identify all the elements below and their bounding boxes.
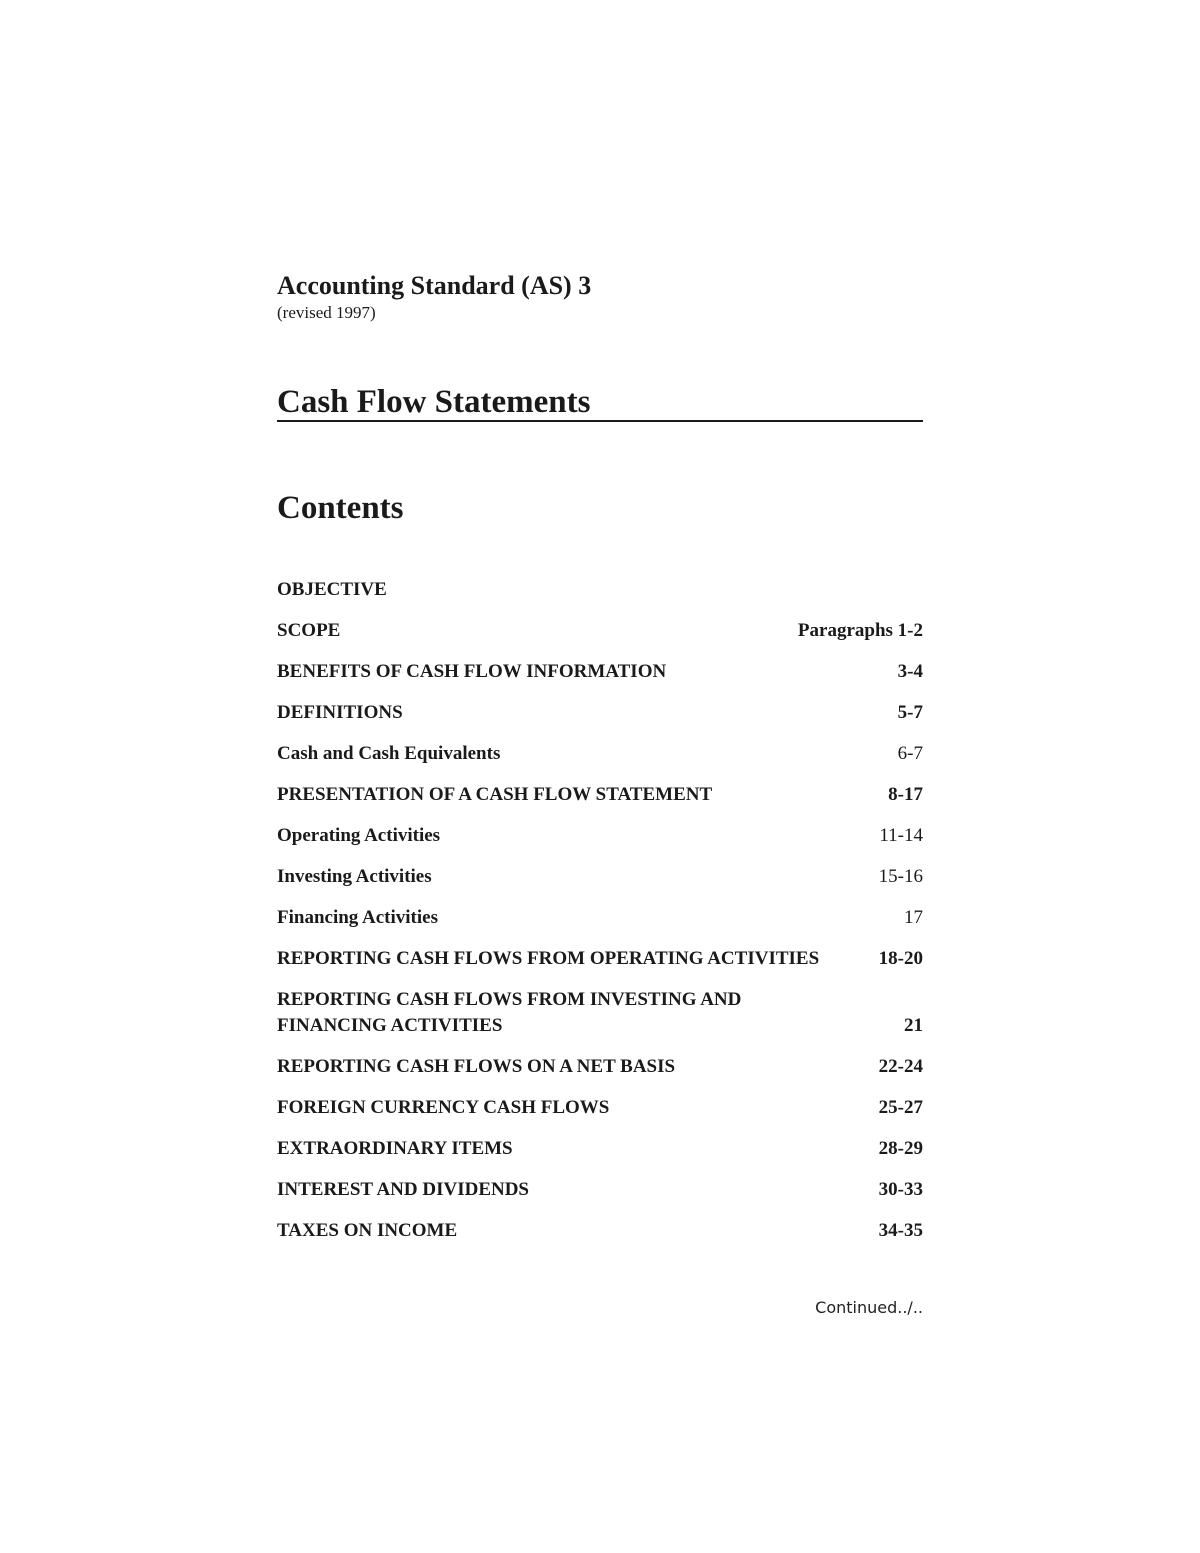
revision-note: (revised 1997) [277,303,376,322]
toc-entry-investing-activities [277,864,923,890]
toc-entry-paragraphs: Paragraphs 1-2 [797,620,923,641]
document-title: Cash Flow Statements [277,384,591,420]
toc-entry-label: PRESENTATION OF A CASH FLOW STATEMENT [277,784,713,805]
continued-note: Continued../.. [815,1298,923,1317]
toc-entry-financing-activities [277,905,923,931]
toc-entry-extraordinary [277,1136,923,1162]
toc-entry-interest-dividends [277,1177,923,1203]
table-of-contents [277,577,923,1259]
toc-entry-scope [277,618,923,644]
toc-entry-operating-activities [277,823,923,849]
toc-entry-paragraphs: 28-29 [878,1138,923,1159]
document-page [277,270,923,1317]
toc-entry-label: BENEFITS OF CASH FLOW INFORMATION [277,661,667,682]
toc-entry-paragraphs: 21 [904,1015,923,1036]
toc-entry-label: TAXES ON INCOME [277,1220,458,1241]
toc-entry-definitions [277,700,923,726]
title-rule [277,420,923,422]
toc-entry-foreign-currency [277,1095,923,1121]
toc-entry-benefits [277,659,923,685]
toc-entry-label: INTEREST AND DIVIDENDS [277,1179,530,1200]
toc-entry-label: Cash and Cash Equivalents [277,743,501,764]
toc-entry-label: Investing Activities [277,866,432,887]
toc-entry-paragraphs: 3-4 [897,661,923,682]
toc-entry-paragraphs: 8-17 [888,784,923,805]
toc-entry-objective [277,577,923,603]
toc-entry-label: Operating Activities [277,825,441,846]
toc-entry-presentation [277,782,923,808]
toc-entry-paragraphs: 22-24 [878,1056,923,1077]
toc-entry-label: SCOPE [277,620,341,641]
toc-entry-net-basis [277,1054,923,1080]
toc-entry-label: Financing Activities [277,907,438,928]
toc-entry-label: REPORTING CASH FLOWS FROM OPERATING ACTIVITIES [277,948,820,969]
toc-entry-label: FOREIGN CURRENCY CASH FLOWS [277,1097,610,1118]
toc-entry-paragraphs: 25-27 [878,1097,923,1118]
toc-entry-paragraphs: 18-20 [878,948,923,969]
toc-entry-paragraphs: 5-7 [897,702,923,723]
toc-entry-paragraphs: 34-35 [878,1220,923,1241]
toc-entry-cash-equivalents [277,741,923,767]
toc-entry-label: REPORTING CASH FLOWS ON A NET BASIS [277,1056,676,1077]
toc-entry-paragraphs: 15-16 [878,866,923,887]
toc-entry-paragraphs: 30-33 [878,1179,923,1200]
standard-title: Accounting Standard (AS) 3 [277,271,592,300]
toc-entry-paragraphs: 11-14 [879,825,923,846]
toc-entry-reporting-operating [277,946,923,972]
toc-entry-reporting-investing-financing [277,987,923,1039]
toc-entry-taxes [277,1218,923,1244]
toc-entry-label: DEFINITIONS [277,702,403,723]
toc-entry-paragraphs: 17 [904,907,923,928]
toc-entry-label: OBJECTIVE [277,579,387,600]
toc-entry-label: REPORTING CASH FLOWS FROM INVESTING AND FINANCING ACTIVITIES [277,989,742,1036]
contents-heading: Contents [277,490,404,526]
toc-entry-paragraphs: 6-7 [897,743,923,764]
toc-entry-label: EXTRAORDINARY ITEMS [277,1138,513,1159]
